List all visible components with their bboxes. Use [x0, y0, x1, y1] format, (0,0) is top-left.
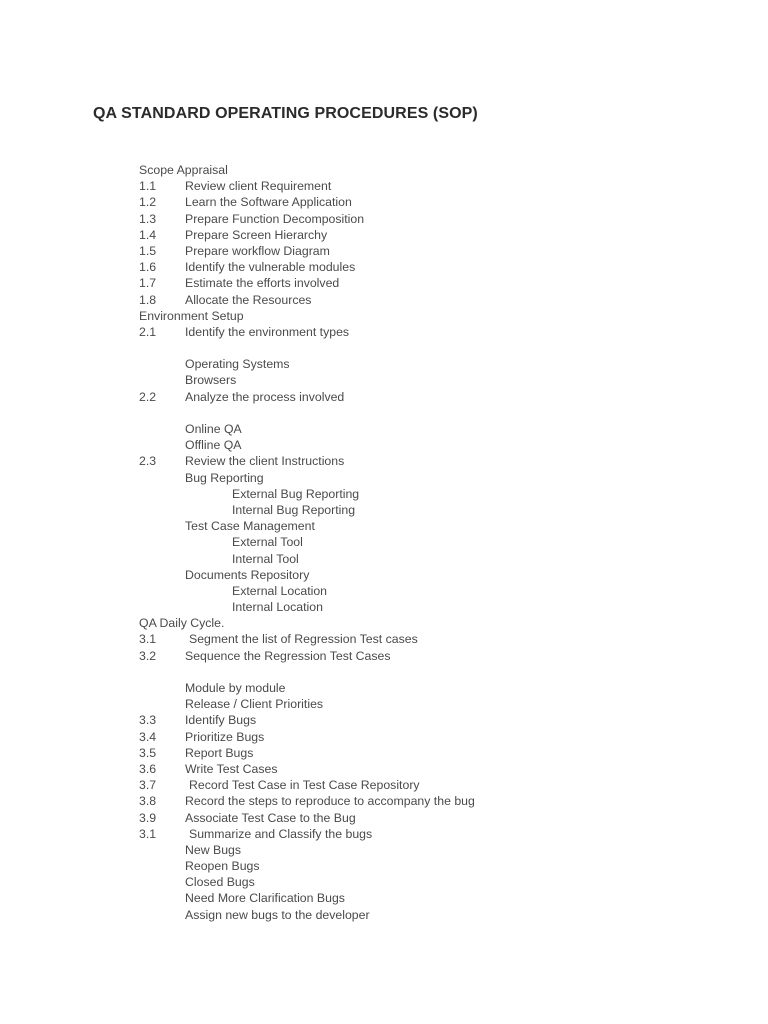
line-text: Bug Reporting [185, 470, 264, 485]
item-number: 1.7 [139, 276, 157, 291]
section-heading [0, 308, 768, 324]
numbered-item [0, 729, 768, 745]
section-heading [0, 162, 768, 178]
sub-item [0, 421, 768, 437]
blank-line [0, 340, 768, 356]
line-text: Identify the vulnerable modules [185, 260, 356, 275]
sub-item [0, 874, 768, 890]
numbered-item [0, 453, 768, 469]
numbered-item [0, 227, 768, 243]
sub-item [0, 842, 768, 858]
line-text: Identify Bugs [185, 713, 257, 728]
numbered-item [0, 777, 768, 793]
sub-item [0, 356, 768, 372]
blank-line [0, 664, 768, 680]
sub-sub-item [0, 583, 768, 599]
sub-item [0, 437, 768, 453]
document-title: QA STANDARD OPERATING PROCEDURES (SOP) [93, 105, 478, 122]
line-text: Internal Location [232, 600, 323, 615]
sub-item [0, 858, 768, 874]
item-number: 2.2 [139, 389, 157, 404]
line-text: Need More Clarification Bugs [185, 891, 345, 906]
line-text: Review client Requirement [185, 179, 332, 194]
line-text: Associate Test Case to the Bug [185, 810, 356, 825]
item-number: 3.9 [139, 810, 157, 825]
line-text: QA Daily Cycle. [139, 616, 225, 631]
item-number: 3.4 [139, 729, 157, 744]
line-text: Assign new bugs to the developer [185, 907, 370, 922]
item-number: 1.1 [139, 179, 157, 194]
numbered-item [0, 648, 768, 664]
item-number: 3.1 [139, 826, 157, 841]
sub-item [0, 567, 768, 583]
line-text: External Location [232, 583, 328, 598]
item-number: 1.8 [139, 292, 157, 307]
item-number: 2.3 [139, 454, 157, 469]
sub-item [0, 680, 768, 696]
numbered-item [0, 275, 768, 291]
item-number: 1.3 [139, 211, 157, 226]
line-text: Write Test Cases [185, 761, 278, 776]
line-text: Test Case Management [185, 519, 315, 534]
line-text: Internal Tool [232, 551, 299, 566]
numbered-item [0, 712, 768, 728]
item-number: 1.6 [139, 260, 157, 275]
blank-line [0, 405, 768, 421]
sub-sub-item [0, 486, 768, 502]
numbered-item [0, 631, 768, 647]
item-number: 3.7 [139, 778, 157, 793]
sub-item [0, 907, 768, 923]
item-number: 3.1 [139, 632, 157, 647]
numbered-item [0, 826, 768, 842]
item-number: 3.6 [139, 761, 157, 776]
item-number: 1.4 [139, 227, 157, 242]
line-text: Offline QA [185, 438, 242, 453]
line-text: Documents Repository [185, 567, 310, 582]
sub-item [0, 372, 768, 388]
item-number: 2.1 [139, 324, 157, 339]
sub-sub-item [0, 534, 768, 550]
sub-item [0, 518, 768, 534]
line-text: Review the client Instructions [185, 454, 345, 469]
item-number: 1.5 [139, 243, 157, 258]
numbered-item [0, 259, 768, 275]
sub-item [0, 696, 768, 712]
line-text: Learn the Software Application [185, 195, 352, 210]
line-text: Closed Bugs [185, 875, 255, 890]
item-number: 3.2 [139, 648, 157, 663]
numbered-item [0, 761, 768, 777]
line-text: Release / Client Priorities [185, 697, 324, 712]
line-text: External Tool [232, 535, 303, 550]
sub-item [0, 890, 768, 906]
line-text: Prepare Screen Hierarchy [185, 227, 328, 242]
line-text: Record Test Case in Test Case Repository [189, 778, 420, 793]
numbered-item [0, 810, 768, 826]
line-text: External Bug Reporting [232, 486, 360, 501]
line-text: Internal Bug Reporting [232, 502, 356, 517]
line-text: Prepare Function Decomposition [185, 211, 365, 226]
numbered-item [0, 211, 768, 227]
line-text: Reopen Bugs [185, 859, 260, 874]
numbered-item [0, 389, 768, 405]
sub-sub-item [0, 599, 768, 615]
numbered-item [0, 243, 768, 259]
numbered-item [0, 194, 768, 210]
sub-item [0, 470, 768, 486]
numbered-item [0, 324, 768, 340]
line-text: Segment the list of Regression Test cases [189, 632, 418, 647]
line-text: Identify the environment types [185, 324, 350, 339]
line-text: Module by module [185, 681, 286, 695]
sub-sub-item [0, 551, 768, 567]
line-text: Sequence the Regression Test Cases [185, 648, 391, 663]
item-number: 3.8 [139, 794, 157, 809]
numbered-item [0, 178, 768, 194]
line-text: New Bugs [185, 842, 242, 857]
numbered-item [0, 745, 768, 761]
line-text: Prepare workflow Diagram [185, 243, 330, 258]
line-text: Summarize and Classify the bugs [189, 826, 373, 841]
line-text: Prioritize Bugs [185, 729, 265, 744]
section-heading [0, 615, 768, 631]
line-text: Browsers [185, 373, 237, 388]
sop-outline [0, 162, 768, 923]
line-text: Online QA [185, 422, 242, 436]
numbered-item [0, 292, 768, 308]
item-number: 3.5 [139, 745, 157, 760]
line-text: Scope Appraisal [139, 163, 228, 177]
sub-sub-item [0, 502, 768, 518]
line-text: Allocate the Resources [185, 292, 312, 307]
item-number: 3.3 [139, 713, 157, 728]
line-text: Environment Setup [139, 308, 244, 323]
item-number: 1.2 [139, 195, 157, 210]
line-text: Operating Systems [185, 357, 290, 372]
line-text: Analyze the process involved [185, 389, 345, 404]
line-text: Estimate the efforts involved [185, 276, 340, 291]
line-text: Report Bugs [185, 745, 254, 760]
line-text: Record the steps to reproduce to accompany the bug [185, 794, 475, 809]
numbered-item [0, 793, 768, 809]
